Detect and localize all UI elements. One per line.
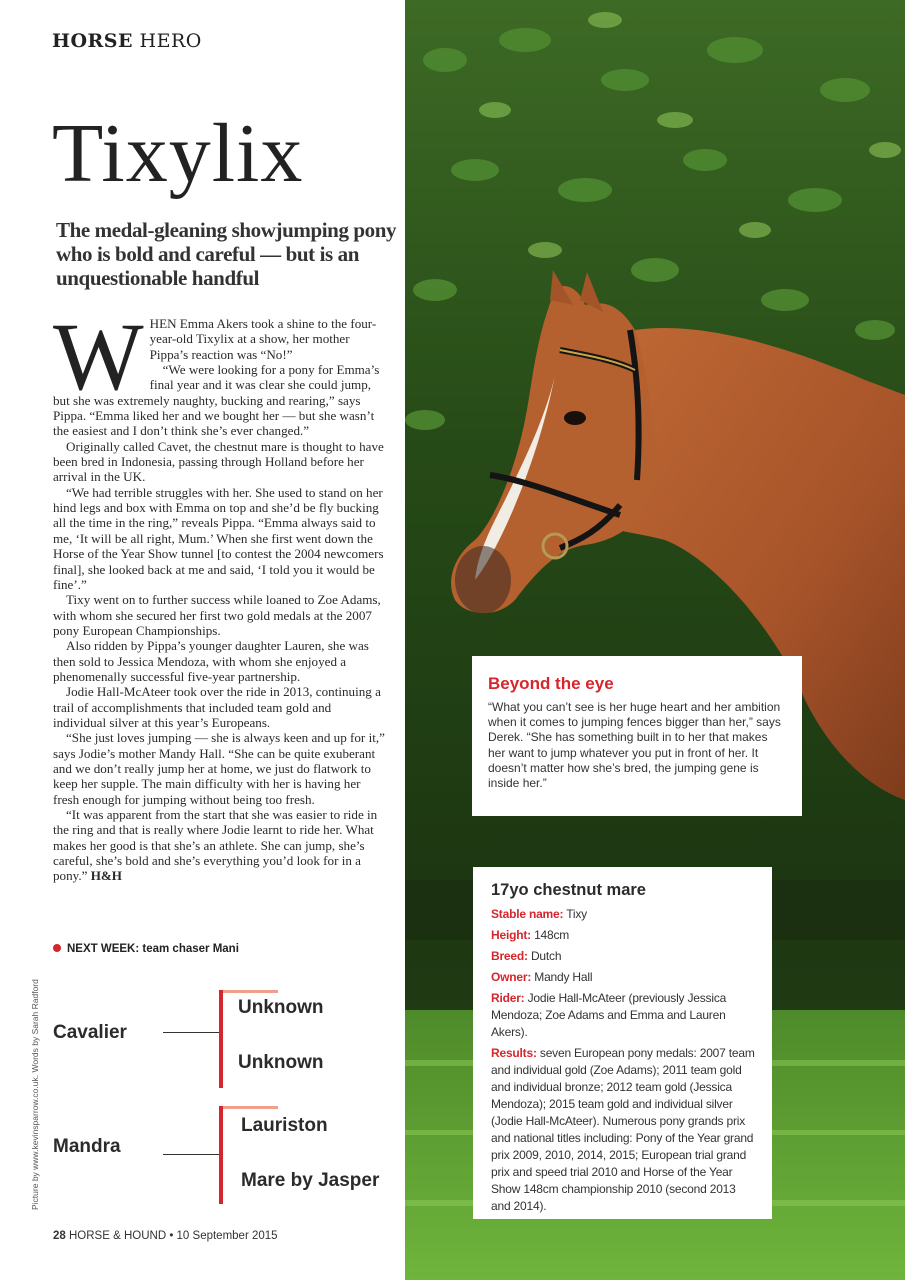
pedigree-dam: Mandra <box>53 1136 121 1157</box>
paragraph: “It was apparent from the start that she was easier to ride in the ring and that is really where Jodie learnt to ride her. What makes her good is that she’s an athlete. She can jump, she’s careful, she’s bold and she’s everything you’d look for in a pony.” H&H <box>53 807 378 884</box>
kicker-light: HERO <box>139 30 202 52</box>
paragraph: “She just loves jumping — she is always keen and up for it,” says Jodie’s mother Mandy Hall. “She can be quite exuberant and we don’t really jump her at home, we just do flatwork to keep her supple. The main difficulty with her is having her fresh enough for jumping without being too fresh. <box>53 730 385 807</box>
paragraph: Tixy went on to further success while loaned to Zoe Adams, with whom she secured her first two gold medals at the 2007 pony European Championships. <box>53 592 381 638</box>
fact-rider: Rider: Jodie Hall-McAteer (previously Jessica Mendoza; Zoe Adams and Emma and Lauren Akers). <box>491 991 727 1039</box>
paragraph: “We were looking for a pony for Emma’s final year and it was clear she could jump, but she was extremely naughty, bucking and rearing,” says Pippa. “Emma liked her and we bought her — but she wasn’t the easiest and I don’t think she’s ever changed.” <box>53 362 380 439</box>
pedigree-sire-sire: Unknown <box>238 997 324 1018</box>
pedigree-sire-dam: Unknown <box>238 1052 324 1073</box>
pedigree-sire: Cavalier <box>53 1022 127 1043</box>
folio <box>53 1230 278 1242</box>
paragraph: WHEN Emma Akers took a shine to the four-year-old Tixylix at a show, her mother Pippa’s reaction was “No!” <box>53 303 377 410</box>
fact-stable-name: Stable name: Tixy <box>491 907 587 921</box>
pedigree-accent <box>223 1106 278 1109</box>
pedigree-dam-dam: Mare by Jasper <box>241 1170 380 1191</box>
dropcap: W <box>53 303 144 410</box>
kicker-bold: HORSE <box>52 30 133 52</box>
beyond-the-eye-heading: Beyond the eye <box>488 674 614 693</box>
pedigree-connector <box>163 1032 220 1033</box>
factfile-heading: 17yo chestnut mare <box>491 881 646 899</box>
pedigree-bracket <box>219 990 223 1088</box>
bullet-dot-icon <box>53 944 61 952</box>
factfile-box <box>473 867 772 1219</box>
pedigree-connector <box>163 1154 220 1155</box>
pedigree-bracket <box>219 1106 223 1204</box>
section-kicker <box>52 30 202 52</box>
paragraph: “We had terrible struggles with her. She used to stand on her hind legs and box with Emma on top and she’d be fly bucking all the time in the ring,” reveals Pippa. “Emma always said to me, ‘It will be all right, Mum.’ When she first went down the Horse of the Year Show tunnel [to contest the 2004 newcomers final], she looked back at me and said, ‘I told you it would be fine’.” <box>53 484 384 592</box>
next-week: NEXT WEEK: team chaser Mani <box>53 943 239 955</box>
pedigree-dam-sire: Lauriston <box>241 1115 328 1136</box>
signoff: H&H <box>90 868 122 884</box>
beyond-the-eye-text: “What you can’t see is her huge heart and her ambition when it comes to jumping fences bigger than her,” says Derek. “She has something built in to her that makes her want to jump whatever you put in front of her. It doesn’t matter how she’s bred, the jumping gene is inside her.” <box>488 700 781 791</box>
pedigree-accent <box>223 990 278 993</box>
page-number: 28 <box>53 1230 66 1242</box>
paragraph: Jodie Hall-McAteer took over the ride in 2013, continuing a trail of accomplishments that included team gold and individual silver at this year’s Europeans. <box>53 684 381 730</box>
folio-text: HORSE & HOUND • 10 September 2015 <box>69 1230 278 1242</box>
fact-results: Results: seven European pony medals: 2007 team and individual gold (Zoe Adams); 2011 team gold and individual bronze; 2012 team gold (Jessica Mendoza); 2015 team gold and individual silver (Jodie Hall-McAteer). Numerous pony grands prix and national titles including: Pony of the Year grand prix 2009, 2010, 2014, 2015; European trial grand prix and speed trial 2010 and Horse of the Year Show 148cm championship 2010 (second 2013 and 2014). <box>491 1046 755 1213</box>
standfirst: The medal-gleaning showjumping pony who is bold and careful — but is an unquestionable handful <box>56 218 397 290</box>
fact-owner: Owner: Mandy Hall <box>491 970 593 984</box>
beyond-the-eye-box <box>472 656 802 816</box>
photo-credit: Picture by www.kevinsparrow.co.uk. Words by Sarah Radford <box>30 979 40 1210</box>
fact-breed: Breed: Dutch <box>491 949 562 963</box>
fact-height: Height: 148cm <box>491 928 570 942</box>
article-title: Tixylix <box>52 107 304 200</box>
paragraph: Originally called Cavet, the chestnut mare is thought to have been bred in Indonesia, passing through Holland before her arrival in the UK. <box>53 438 384 485</box>
article-body <box>53 303 385 884</box>
paragraph: Also ridden by Pippa’s younger daughter Lauren, she was then sold to Jessica Mendoza, with whom she enjoyed a phenomenally successful five-year partnership. <box>53 638 369 684</box>
